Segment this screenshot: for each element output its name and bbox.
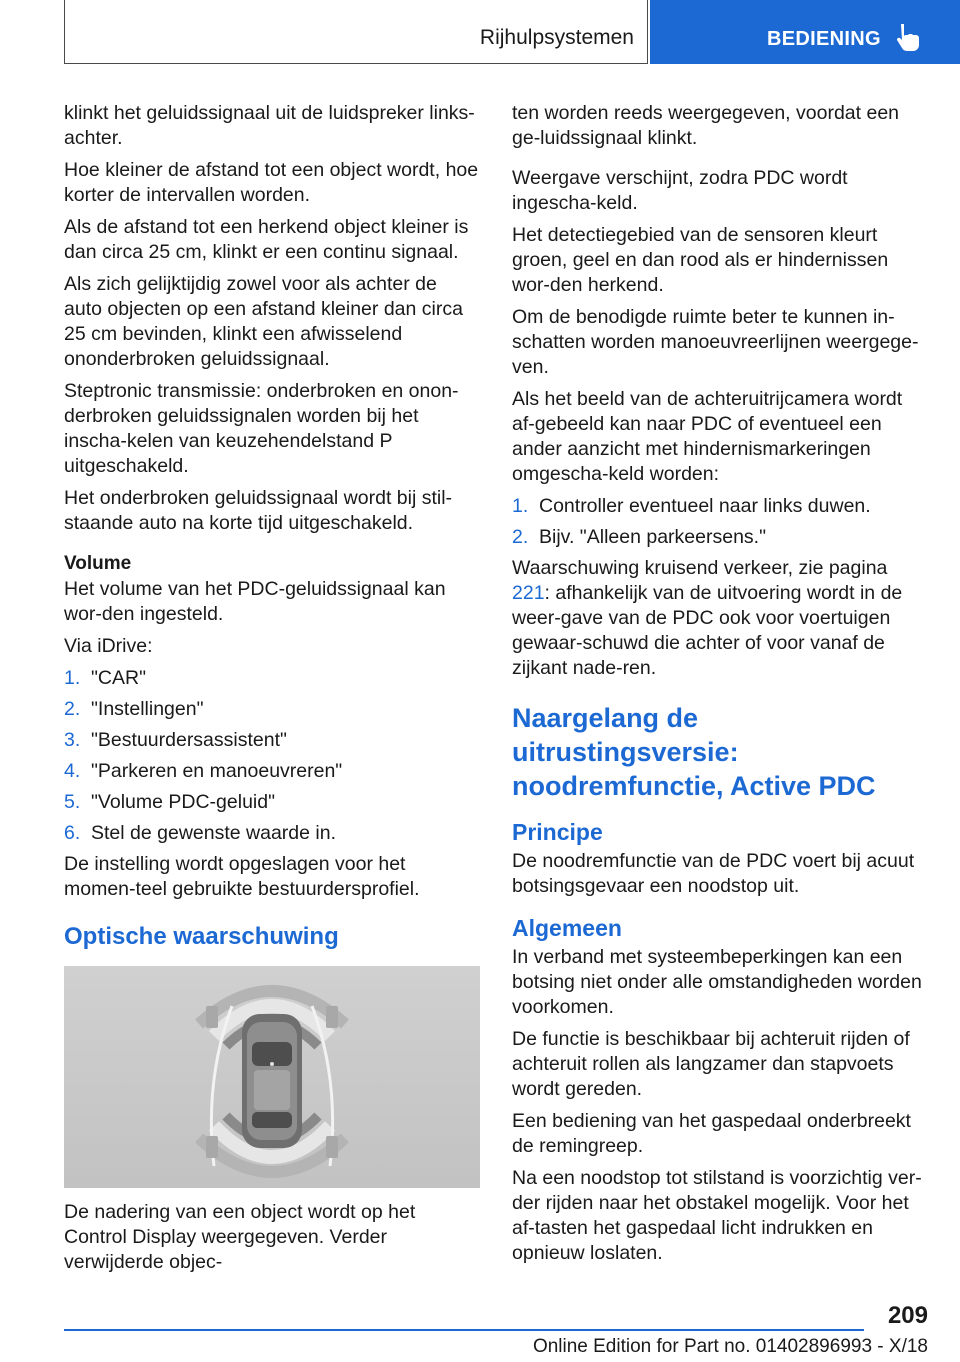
- left-column: [64, 101, 480, 1282]
- paragraph: ten worden reeds weergegeven, voordat een ge-luidssignaal klinkt.: [512, 102, 900, 149]
- paragraph: Om de benodigde ruimte beter te kunnen in-schatten worden manoeuvreerlijnen weergege-ven.: [512, 306, 919, 378]
- paragraph: De instelling wordt opgeslagen voor het momen-teel gebruikte bestuurdersprofiel.: [64, 853, 420, 900]
- step-number: 2.: [512, 526, 529, 548]
- step-number: 4.: [64, 760, 81, 782]
- paragraph: De noodremfunctie van de PDC voert bij acuut botsingsgevaar een noodstop uit.: [512, 850, 915, 897]
- steps-list: [64, 666, 480, 846]
- subheading-volume: Volume: [64, 553, 132, 574]
- text: Waarschuwing kruisend verkeer, zie pagina: [512, 557, 888, 579]
- chapter-tab[interactable]: [650, 0, 960, 64]
- heading-principle: Principe: [512, 819, 603, 845]
- pdc-display-illustration: [64, 966, 480, 1188]
- list-item: [64, 790, 480, 815]
- step-number: 5.: [64, 791, 81, 813]
- chapter-label: BEDIENING: [767, 28, 881, 50]
- paragraph: In verband met systeembeperkingen kan een botsing niet onder alle omstandigheden worden voorkomen.: [512, 946, 922, 1018]
- paragraph: Als zich gelijktijdig zowel voor als achter de auto objecten op een afstand kleiner dan circa 25 cm bevinden, klinkt een afwisselend ononderbroken geluidssignaal.: [64, 273, 463, 370]
- paragraph: Als het beeld van de achteruitrijcamera wordt af-gebeeld kan naar PDC of eventueel een ander aanzicht met hindernismarkeringen omgescha-keld worden:: [512, 388, 903, 485]
- list-item: [512, 494, 928, 519]
- paragraph: Als de afstand tot een herkend object kleiner is dan circa 25 cm, klinkt er een continu signaal.: [64, 216, 469, 263]
- step-text: "CAR": [91, 667, 147, 689]
- paragraph: Het detectiegebied van de sensoren kleurt groen, geel en dan rood als er hindernissen wor-den herkend.: [512, 224, 889, 296]
- list-item: [64, 728, 480, 753]
- paragraph: [512, 556, 928, 681]
- paragraph: Weergave verschijnt, zodra PDC wordt ingescha-keld.: [512, 167, 848, 214]
- text: : afhankelijk van de uitvoering wordt in de weer-gave van de PDC ook voor voertuigen gewaar-schuwd die achter of voor vanaf de zijkant nade-ren.: [512, 582, 903, 679]
- step-text: "Instellingen": [91, 698, 204, 720]
- step-text: "Bestuurdersassistent": [91, 729, 287, 751]
- paragraph: Het volume van het PDC-geluidssignaal kan wor-den ingesteld.: [64, 578, 446, 625]
- edition-info: Online Edition for Part no. 01402896993 - X/18: [532, 1336, 928, 1357]
- list-item: [64, 759, 480, 784]
- section-title: Rijhulpsystemen: [479, 26, 634, 49]
- step-number: 2.: [64, 698, 81, 720]
- paragraph: Na een noodstop tot stilstand is voorzichtig ver-der rijden naar het obstakel mogelijk. Voor het af-tasten het gaspedaal licht indrukken en opnieuw loslaten.: [512, 1167, 922, 1264]
- paragraph: Het onderbroken geluidssignaal wordt bij stil-staande auto na korte tijd uitgeschakeld.: [64, 487, 453, 534]
- step-text: Controller eventueel naar links duwen.: [539, 495, 871, 517]
- page-link[interactable]: 221: [512, 582, 545, 604]
- paragraph: De functie is beschikbaar bij achteruit rijden of achteruit rollen als langzamer dan stapvoets wordt gereden.: [512, 1028, 910, 1100]
- paragraph: Hoe kleiner de afstand tot een object wordt, hoe korter de intervallen worden.: [64, 159, 479, 206]
- list-item: [64, 666, 480, 691]
- heading-general: Algemeen: [512, 915, 622, 941]
- paragraph: Een bediening van het gaspedaal onderbreekt de remingreep.: [512, 1110, 911, 1157]
- heading-optical-warning: Optische waarschuwing: [64, 923, 339, 950]
- step-number: 6.: [64, 822, 81, 844]
- footer-divider: [64, 1329, 864, 1331]
- step-number: 3.: [64, 729, 81, 751]
- steps-list: [512, 494, 928, 550]
- page-number: 209: [887, 1302, 928, 1329]
- heading-emergency-brake: Naargelang de uitrustingsversie: noodremfunctie, Active PDC: [512, 703, 876, 801]
- hand-pointing-icon: [896, 22, 922, 52]
- paragraph: Via iDrive:: [64, 635, 153, 657]
- list-item: [512, 525, 928, 550]
- illustration-caption: De nadering van een object wordt op het Control Display weergegeven. Verder verwijderde objec-: [64, 1201, 416, 1273]
- step-text: Stel de gewenste waarde in.: [91, 822, 336, 844]
- step-text: "Volume PDC-geluid": [91, 791, 276, 813]
- paragraph: klinkt het geluidssignaal uit de luidspreker links-achter.: [64, 102, 475, 149]
- step-text: "Parkeren en manoeuvreren": [91, 760, 343, 782]
- step-number: 1.: [64, 667, 81, 689]
- list-item: [64, 697, 480, 722]
- right-column: [512, 101, 928, 1273]
- paragraph: Steptronic transmissie: onderbroken en onon-derbroken geluidssignalen worden bij het inscha-kelen van keuzehendelstand P uitgeschakeld.: [64, 380, 459, 477]
- list-item: [64, 821, 480, 846]
- step-text: Bijv. "Alleen parkeersens.": [539, 526, 767, 548]
- step-number: 1.: [512, 495, 529, 517]
